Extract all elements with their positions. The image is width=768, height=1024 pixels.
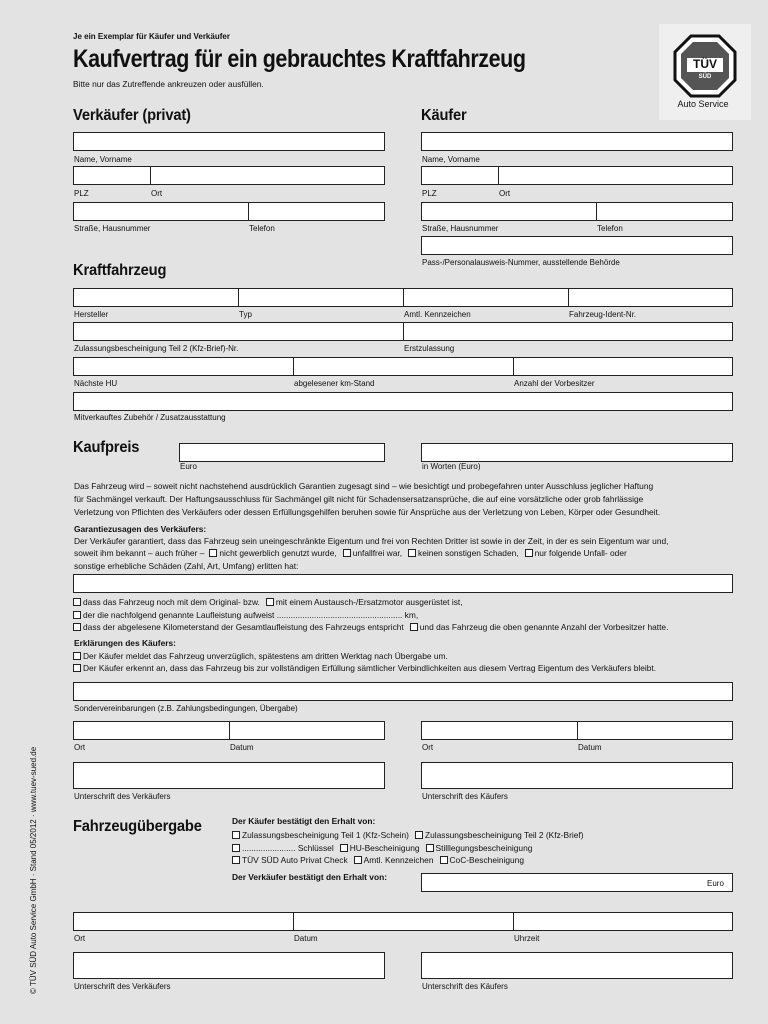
handover-ort-field[interactable] [73,912,294,931]
not-commercial-checkbox[interactable] [209,549,217,557]
copies-note: Je ein Exemplar für Käufer und Verkäufer [73,32,230,41]
original-engine-checkbox[interactable] [73,598,81,606]
seller-street-field[interactable] [73,202,249,221]
check-label: TÜV SÜD Auto Privat Check [242,855,348,865]
buyer-signature-field[interactable] [421,762,733,789]
handover-time-label: Uhrzeit [514,934,540,943]
plate-field[interactable] [403,288,569,307]
handover-euro-field[interactable] [421,873,733,892]
manufacturer-label: Hersteller [74,310,109,319]
register-row [73,651,448,661]
terms-line-3: Verletzung von Pflichten des Verkäufers oder dessen Erfüllungsgehilfen beruhen sowie für Ansprüche aus der Verletzung von Leben, Körper oder Gesundheit. [74,507,661,517]
buyer-plz-label: PLZ [422,189,437,198]
ownership-row [73,663,656,673]
handover-buyer-signature-label: Unterschrift des Käufers [422,982,508,991]
page-title: Kaufvertrag für ein gebrauchtes Kraftfahrzeug [73,45,526,73]
manufacturer-field[interactable] [73,288,239,307]
buyer-signature-label: Unterschrift des Käufers [422,792,508,801]
first-registration-label: Erstzulassung [404,344,455,353]
handover-row-2 [232,843,532,853]
accessories-field[interactable] [73,392,733,411]
odometer-label: dass der abgelesene Kilometerstand der Gesamtlaufleistung des Fahrzeugs entspricht [83,622,404,632]
seller-name-label: Name, Vorname [74,155,132,164]
keys-label: ....................... Schlüssel [242,843,334,853]
guarantees-line-2-prefix: soweit ihm bekannt – auch früher – [74,548,205,558]
keys-checkbox[interactable] [232,844,240,852]
logo-subtext: SÜD [698,74,712,80]
seller-sign-ort-field[interactable] [73,721,230,740]
mileage-row [73,610,418,620]
mileage-label: der die nachfolgend genannte Laufleistung aufweist ...................................................... km, [83,610,419,620]
terms-line-1: Das Fahrzeug wird – soweit nicht nachstehend ausdrücklich Garantien zugesagt sind – wie besichtigt und probegefahren unter Ausschluss jeglicher Haftung [74,481,654,491]
ownership-checkbox[interactable] [73,664,81,672]
seller-ort-field[interactable] [150,166,385,185]
handover-seller-signature-label: Unterschrift des Verkäufers [74,982,171,991]
tuev-logo [659,24,751,120]
accessories-label: Mitverkauftes Zubehör / Zusatzausstattung [74,413,226,422]
seller-signature-field[interactable] [73,762,385,789]
seller-sign-date-label: Datum [230,743,254,752]
odometer-checkbox[interactable] [73,623,81,631]
original-engine-label: dass das Fahrzeug noch mit dem Original- bzw. [83,597,260,607]
handover-time-field[interactable] [513,912,733,931]
buyer-ort-field[interactable] [498,166,733,185]
km-field[interactable] [293,357,514,376]
type-label: Typ [239,310,252,319]
price-euro-label: Euro [180,462,197,471]
zb1-label: Zulassungsbescheinigung Teil 1 (Kfz-Schein) [242,830,409,840]
handover-heading: Fahrzeugübergabe [73,818,202,835]
handover-seller-signature-field[interactable] [73,952,385,979]
following-damage-label: nur folgende Unfall- oder [534,548,627,558]
agreements-label: Sondervereinbarungen (z.B. Zahlungsbedingungen, Übergabe) [74,704,298,713]
check-checkbox[interactable] [232,856,240,864]
instruction-text: Bitte nur das Zutreffende ankreuzen oder ausfüllen. [73,79,264,89]
coc-label: CoC-Bescheinigung [449,855,524,865]
previous-owners-label: und das Fahrzeug die oben genannte Anzahl der Vorbesitzer hatte. [419,622,669,632]
accident-free-label: unfallfrei war, [352,548,403,558]
vin-label: Fahrzeug-Ident-Nr. [569,310,637,319]
side-note: © TÜV SÜD Auto Service GmbH · Stand 05/2012 · www.tuev-sued.de [29,746,38,994]
logo-caption: Auto Service [677,99,729,109]
logo-text: TÜV [693,57,717,71]
buyer-street-field[interactable] [421,202,597,221]
decommission-checkbox[interactable] [426,844,434,852]
original-engine-row [73,597,463,607]
buyer-plz-field[interactable] [421,166,499,185]
following-damage-checkbox[interactable] [525,549,533,557]
registration-field[interactable] [73,322,404,341]
buyer-id-field[interactable] [421,236,733,255]
handover-row-1 [232,830,584,840]
first-registration-field[interactable] [403,322,733,341]
ownership-label: Der Käufer erkennt an, dass das Fahrzeug bis zur vollständigen Erfüllung sämtlicher Verbindlichkeiten aus diesem Vertrag Eigentum des Verkäufers bleibt. [83,663,657,673]
hu-label: HU-Bescheinigung [349,843,420,853]
odometer-row [73,622,668,632]
buyer-id-label: Pass-/Personalausweis-Nummer, ausstellende Behörde [422,258,620,267]
buyer-heading: Käufer [421,107,467,124]
hu-checkbox[interactable] [340,844,348,852]
handover-ort-label: Ort [74,934,86,943]
buyer-ort-label: Ort [499,189,511,198]
exchange-engine-label: mit einem Austausch-/Ersatzmotor ausgerüstet ist, [275,597,463,607]
register-checkbox[interactable] [73,652,81,660]
guarantees-options-row [74,548,627,558]
seller-phone-label: Telefon [249,224,275,233]
vin-field[interactable] [568,288,733,307]
buyer-sign-ort-label: Ort [422,743,434,752]
register-label: Der Käufer meldet das Fahrzeug unverzüglich, spätestens am dritten Werktag nach Übergabe um. [83,651,448,661]
seller-heading: Verkäufer (privat) [73,107,191,124]
seller-phone-field[interactable] [248,202,385,221]
declarations-heading: Erklärungen des Käufers: [74,638,176,648]
seller-plz-field[interactable] [73,166,151,185]
seller-sign-date-field[interactable] [229,721,385,740]
no-other-damage-checkbox[interactable] [408,549,416,557]
guarantees-heading: Garantiezusagen des Verkäufers: [74,524,207,534]
handover-row-3 [232,855,524,865]
buyer-sign-ort-field[interactable] [421,721,578,740]
buyer-sign-date-label: Datum [578,743,602,752]
handover-euro-label: Euro [707,879,724,888]
buyer-phone-field[interactable] [596,202,733,221]
buyer-name-field[interactable] [421,132,733,151]
no-other-damage-label: keinen sonstigen Schaden, [418,548,519,558]
agreements-field[interactable] [73,682,733,701]
seller-signature-label: Unterschrift des Verkäufers [74,792,171,801]
not-commercial-label: nicht gewerblich genutzt wurde, [219,548,337,558]
accident-free-checkbox[interactable] [343,549,351,557]
seller-street-label: Straße, Hausnummer [74,224,151,233]
km-label: abgelesener km-Stand [294,379,375,388]
terms-line-2: für Sachmängel verkauft. Der Haftungsausschluss für Sachmängel gilt nicht für Schadensersatzansprüche, die auf eine vorsätzliche oder grob fahrlässige [74,494,644,504]
damage-description-field[interactable] [73,574,733,593]
seller-plz-label: PLZ [74,189,89,198]
zb1-checkbox[interactable] [232,831,240,839]
handover-buyer-signature-field[interactable] [421,952,733,979]
price-words-field[interactable] [421,443,733,462]
guarantees-line-3: sonstige erhebliche Schäden (Zahl, Art, Umfang) erlitten hat: [74,561,299,571]
buyer-sign-date-field[interactable] [577,721,733,740]
next-hu-label: Nächste HU [74,379,118,388]
handover-date-label: Datum [294,934,318,943]
handover-date-field[interactable] [293,912,514,931]
price-words-label: in Worten (Euro) [422,462,481,471]
plate-label: Amtl. Kennzeichen [404,310,471,319]
plates-label: Amtl. Kennzeichen [363,855,434,865]
seller-name-field[interactable] [73,132,385,151]
zb2-label: Zulassungsbescheinigung Teil 2 (Kfz-Brief) [424,830,584,840]
previous-owners-checkbox[interactable] [410,623,418,631]
registration-label: Zulassungsbescheinigung Teil 2 (Kfz-Brief)-Nr. [74,344,239,353]
seller-sign-ort-label: Ort [74,743,86,752]
buyer-confirms-text: Der Käufer bestätigt den Erhalt von: [232,816,376,826]
price-euro-field[interactable] [179,443,385,462]
buyer-name-label: Name, Vorname [422,155,480,164]
mileage-checkbox[interactable] [73,611,81,619]
zb2-checkbox[interactable] [415,831,423,839]
vehicle-heading: Kraftfahrzeug [73,262,167,279]
next-hu-field[interactable] [73,357,294,376]
plates-checkbox[interactable] [354,856,362,864]
decommission-label: Stilllegungsbescheinigung [435,843,533,853]
exchange-engine-checkbox[interactable] [266,598,274,606]
owners-label: Anzahl der Vorbesitzer [514,379,595,388]
buyer-phone-label: Telefon [597,224,623,233]
coc-checkbox[interactable] [440,856,448,864]
buyer-street-label: Straße, Hausnummer [422,224,499,233]
guarantees-line-1: Der Verkäufer garantiert, dass das Fahrzeug sein uneingeschränkte Eigentum und frei von Rechten Dritter ist sowie in der Zeit, in der es sein Eigentum war und, [74,536,669,546]
price-heading: Kaufpreis [73,439,140,456]
owners-field[interactable] [513,357,733,376]
seller-ort-label: Ort [151,189,163,198]
type-field[interactable] [238,288,404,307]
seller-confirms-text: Der Verkäufer bestätigt den Erhalt von: [232,872,387,882]
